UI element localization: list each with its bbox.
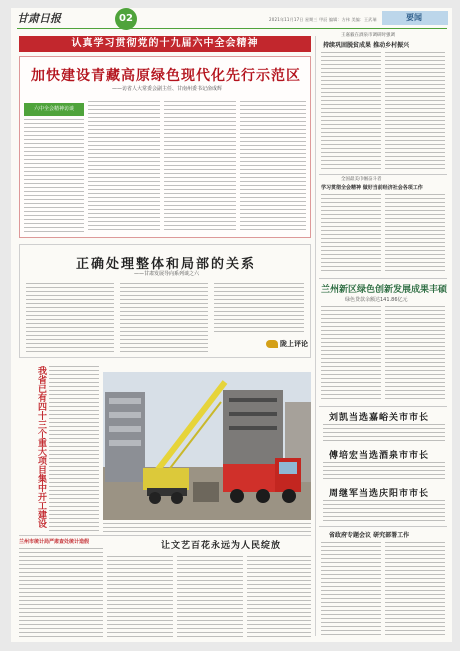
divider — [19, 535, 311, 536]
feature-headline: 加快建设青藏高原绿色现代化先行示范区 — [31, 68, 301, 84]
body-text — [177, 556, 243, 638]
body-text — [88, 101, 160, 233]
body-text — [385, 542, 445, 638]
body-text — [321, 52, 381, 170]
topic-banner: 认真学习贯彻党的十九届六中全会精神 — [19, 36, 311, 52]
page-header — [11, 8, 452, 30]
body-text — [107, 556, 173, 638]
newspaper-page — [11, 8, 452, 642]
masthead: 甘肃日报 — [17, 12, 61, 25]
photo-story-vertical-title: 我省已有四十三个重大项目集中开工建设 — [36, 366, 46, 528]
bottom-center-headline: 让文艺百花永远为人民绽放 — [161, 541, 282, 551]
commentary-logo — [266, 339, 308, 349]
body-text — [240, 101, 306, 233]
divider — [319, 406, 447, 407]
appointment-headline-3: 周继军当选庆阳市市长 — [329, 489, 430, 499]
right-headline-3: 省政府专题会议 研究部署工作 — [329, 532, 410, 539]
photo-caption — [103, 523, 311, 533]
body-text — [385, 52, 445, 170]
feature-article — [19, 56, 311, 238]
commentary-article — [19, 244, 311, 358]
appointment-headline-2: 傅培宏当选酒泉市市长 — [329, 451, 430, 461]
divider — [319, 278, 447, 279]
body-text — [164, 101, 236, 233]
commentary-subhead: ——甘肃发展导向系列谈之六 — [134, 271, 200, 277]
body-text — [247, 556, 311, 638]
header-rule — [17, 28, 447, 29]
right-big-headline: 兰州新区绿色创新发展成果丰硕 — [321, 285, 448, 295]
brush-icon — [266, 340, 278, 348]
body-text — [24, 119, 84, 233]
body-text — [19, 548, 103, 638]
commentary-headline: 正确处理整体和局部的关系 — [75, 257, 256, 272]
body-text — [323, 500, 445, 522]
right-kicker-2: 全国最美巾帼奋斗者 — [341, 177, 382, 182]
construction-scene — [103, 372, 311, 520]
feature-tag: 六中全会精神访谈 — [24, 103, 84, 116]
right-kicker-1: 王嘉毅在酒泉市调研时强调 — [341, 33, 395, 38]
construction-photo — [103, 372, 311, 520]
body-text — [323, 462, 445, 482]
right-headline-1: 持续巩固脱贫成果 推动乡村振兴 — [323, 42, 410, 49]
body-text — [120, 283, 208, 353]
body-text — [321, 194, 381, 274]
body-text — [385, 306, 445, 402]
section-label: 要闻 — [382, 11, 448, 25]
feature-subhead: ——访省人大常委会副主任、甘南州委书记俞成辉 — [112, 86, 223, 92]
divider — [319, 174, 447, 175]
divider — [319, 526, 447, 527]
body-text — [323, 424, 445, 444]
right-big-subhead: 绿色贷款余额达141.86亿元 — [345, 297, 408, 303]
right-headline-2: 学习贯彻全会精神 做好当前经济社会各项工作 — [321, 185, 423, 191]
column-rule — [315, 36, 316, 636]
logo-label: 陇上评论 — [280, 340, 308, 348]
body-text — [321, 542, 381, 638]
body-text — [385, 194, 445, 274]
bottom-left-headline: 兰州市统计局严肃查处统计造假 — [19, 539, 90, 545]
appointment-headline-1: 刘凯当选嘉峪关市市长 — [329, 413, 430, 423]
page-number-badge: 02 — [115, 8, 137, 30]
body-text — [26, 283, 114, 353]
body-text — [214, 283, 304, 335]
body-text — [321, 306, 381, 402]
body-text — [49, 366, 99, 532]
date-line: 2021年11月17日 星期三 甲辰 编辑：方伟 美编：王武瑞 — [269, 17, 377, 22]
